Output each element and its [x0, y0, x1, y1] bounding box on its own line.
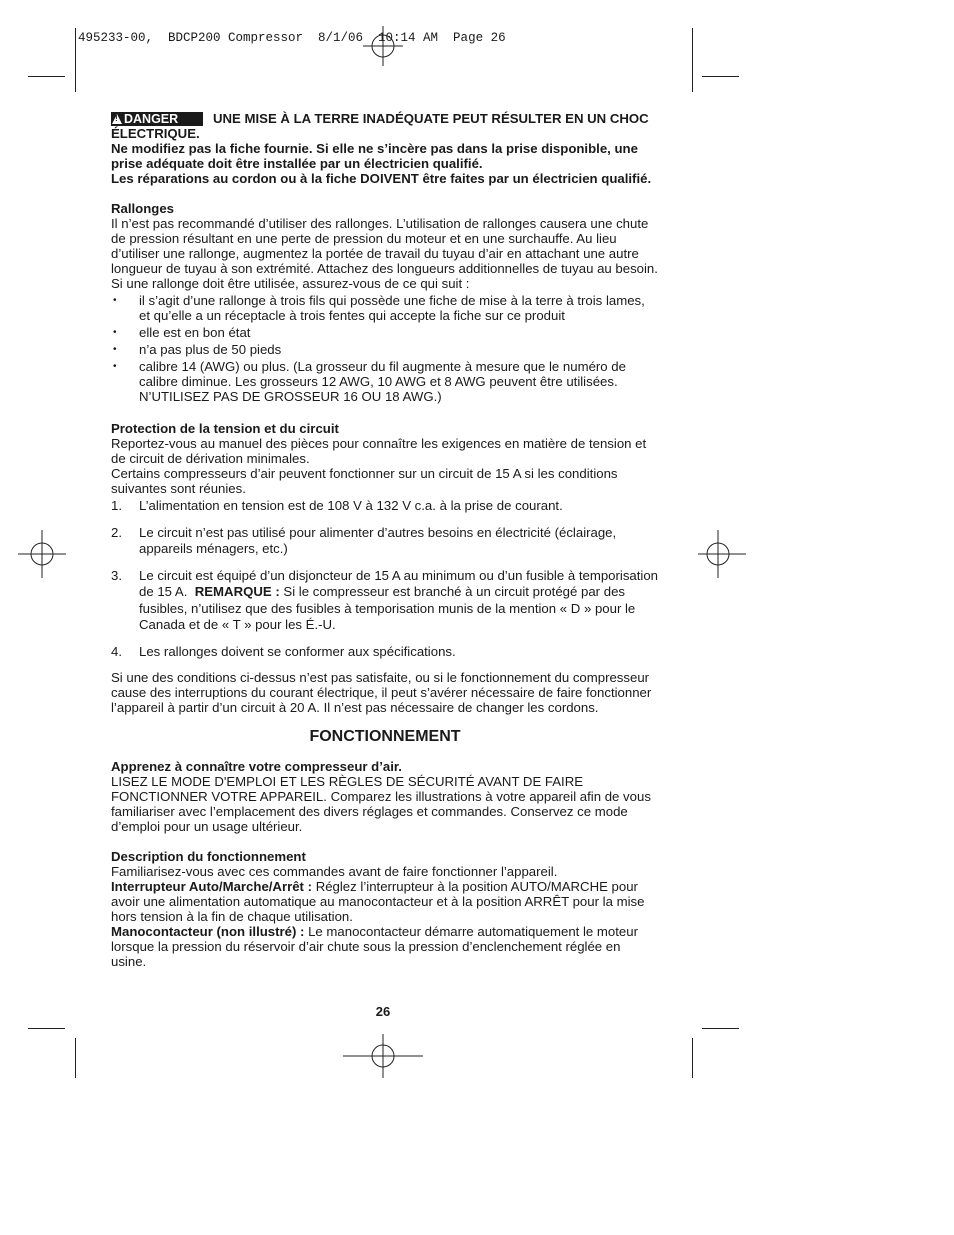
protection-paragraph-3: Si une des conditions ci-dessus n’est pas satisfaite, ou si le fonctionnement du compresseur cause des interruptions du courant électrique, il peut s’avérer nécessaire de faire fonctionner l’appareil à partir d’un circuit à 20 A. Il n’est pas nécessaire de changer les cordons.	[111, 670, 652, 715]
bullet-item: • il s’agit d’une rallonge à trois fils qui possède une fiche de mise à la terre à trois lames, et qu’elle a un réceptacle à trois fentes qui accepte la fiche sur ce produit	[113, 293, 645, 323]
print-slug: 495233-00, BDCP200 Compressor 8/1/06 10:14 AM Page 26	[78, 31, 506, 45]
numbered-item: 2. Le circuit n’est pas utilisé pour alimenter d’autres besoins en électricité (éclairage, appareils ménagers, etc.)	[111, 524, 617, 556]
registration-mark-left	[18, 530, 66, 578]
manocontacteur-description: Manocontacteur (non illustré) : Le manocontacteur démarre automatiquement le moteur lorsque la pression du réservoir d’air chute sous la pression d’enclenchement réglée en usine.	[111, 924, 638, 969]
rallonges-paragraph: Il n’est pas recommandé d’utiliser des rallonges. L’utilisation de rallonges causera une chute de pression résultant en une perte de pression du moteur et en une surchauffe. Au lieu d’utiliser une rallonge, augmentez la portée de travail du tuyau d’air en attachant une autre longueur de tuyau à son extrémité. Attachez des longueurs additionnelles de tuyau au besoin.	[111, 216, 658, 276]
registration-mark-right	[698, 530, 746, 578]
numbered-item: 1. L’alimentation en tension est de 108 V à 132 V c.a. à la prise de courant.	[111, 498, 563, 513]
protection-paragraph-2: Certains compresseurs d’air peuvent fonctionner sur un circuit de 15 A si les conditions suivantes sont réunies.	[111, 466, 618, 496]
rallonges-heading: Rallonges	[111, 201, 175, 216]
danger-badge: !DANGER	[111, 112, 203, 126]
fonctionnement-subheading-1: Apprenez à connaître votre compresseur d’air.	[111, 759, 402, 774]
registration-mark-bottom	[343, 1034, 423, 1078]
numbered-item: 3. Le circuit est équipé d’un disjoncteur de 15 A au minimum ou d’un fusible à temporisation de 15 A. REMARQUE : Si le compresseur est branché à un circuit protégé par des fusibles, n’utilisez que des fusibles à temporisation munis de la mention « D » pour le Canada et de « T » pour les É.-U.	[111, 567, 659, 632]
fonctionnement-paragraph-2: Familiarisez-vous avec ces commandes avant de faire fonctionner l’appareil.	[111, 864, 558, 879]
warning-triangle-icon	[112, 114, 122, 124]
rallonges-intro: Si une rallonge doit être utilisée, assurez-vous de ce qui suit :	[111, 276, 470, 291]
protection-paragraph-1: Reportez-vous au manuel des pièces pour connaître les exigences en matière de tension et de circuit de dérivation minimales.	[111, 436, 647, 466]
bullet-item: • calibre 14 (AWG) ou plus. (La grosseur du fil augmente à mesure que le numéro de calibre diminue. Les grosseurs 12 AWG, 10 AWG et 8 AWG peuvent être utilisées. N’UTILISEZ PAS DE GROSSEUR 16 OU 18 AWG.)	[113, 359, 626, 404]
page-content	[111, 111, 659, 969]
bullet-item: • n’a pas plus de 50 pieds	[113, 342, 282, 357]
danger-line-2: Ne modifiez pas la fiche fournie. Si elle ne s’incère pas dans la prise disponible, une prise adéquate doit être installée par un électricien qualifié.	[111, 141, 638, 171]
danger-line-3: Les réparations au cordon ou à la fiche DOIVENT être faites par un électricien qualifié.	[111, 171, 652, 186]
page-number: 26	[375, 1004, 391, 1019]
section-title: FONCTIONNEMENT	[309, 728, 461, 745]
protection-heading: Protection de la tension et du circuit	[111, 421, 339, 436]
fonctionnement-subheading-2: Description du fonctionnement	[111, 849, 306, 864]
numbered-item: 4. Les rallonges doivent se conformer aux spécifications.	[111, 643, 456, 659]
switch-description: Interrupteur Auto/Marche/Arrêt : Réglez l’interrupteur à la position AUTO/MARCHE pour avoir une alimentation automatique au manocontacteur et à la position ARRÊT pour la mise hors tension à la fin de chaque utilisation.	[111, 879, 645, 924]
danger-warning: !DANGER UNE MISE À LA TERRE INADÉQUATE PEUT RÉSULTER EN UN CHOC ÉLECTRIQUE.	[111, 111, 659, 141]
bullet-item: • elle est en bon état	[113, 325, 251, 340]
registration-mark-top	[363, 26, 403, 66]
fonctionnement-paragraph-1: LISEZ LE MODE D'EMPLOI ET LES RÈGLES DE SÉCURITÉ AVANT DE FAIRE FONCTIONNER VOTRE APPAREIL. Comparez les illustrations à votre appareil afin de vous familiariser avec l’emplacement des divers réglages et commandes. Conservez ce mode d’emploi pour un usage ultérieur.	[111, 774, 651, 834]
